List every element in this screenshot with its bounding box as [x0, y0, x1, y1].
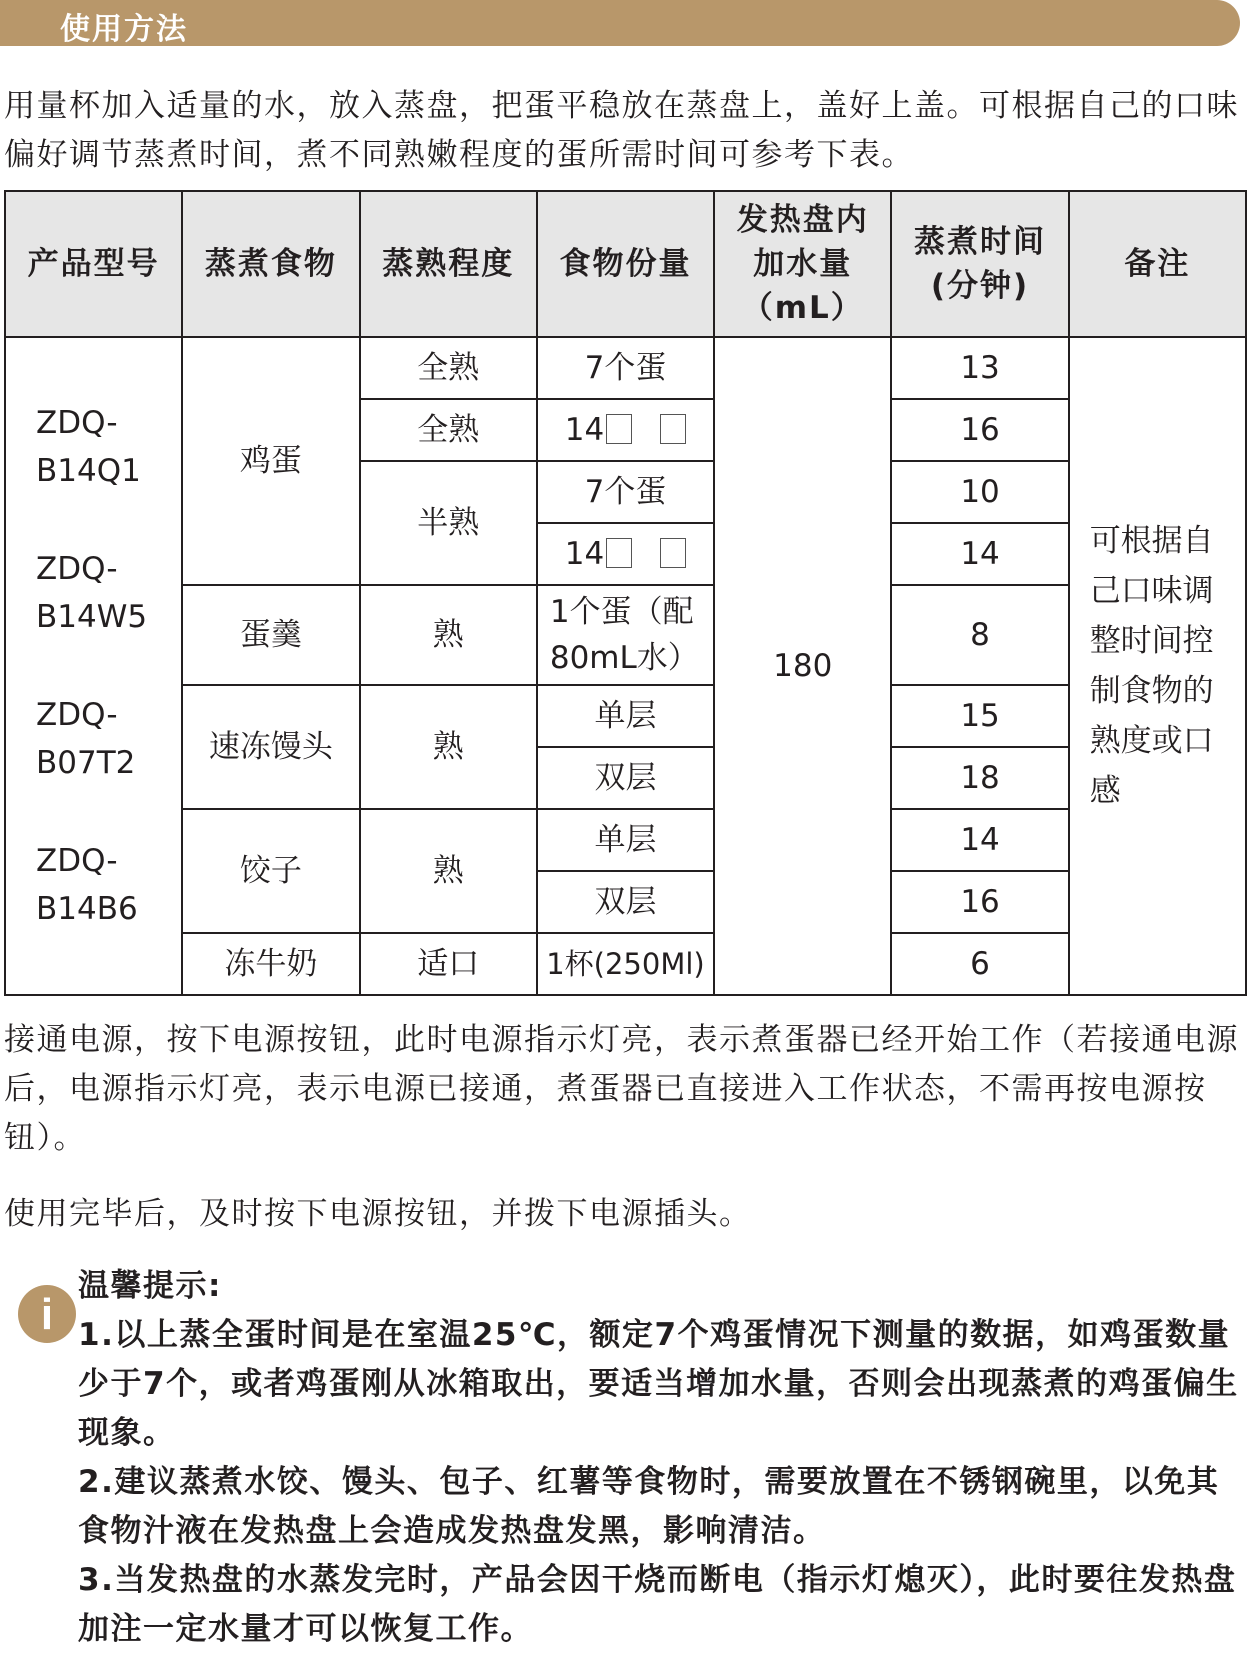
portion-double: 双层	[537, 747, 714, 809]
portion-fourteen: 14	[537, 523, 714, 585]
table-row	[5, 685, 1246, 747]
doneness-warm: 适口	[360, 933, 537, 995]
header-portion: 食物份量	[537, 191, 714, 337]
section-header	[0, 0, 1240, 46]
portion-milk: 1杯(250Ml)	[537, 933, 714, 995]
tip-item: 3.当发热盘的水蒸发完时，产品会因干烧而断电（指示灯熄灭），此时要往发热盘加注一定水量才可以恢复工作。	[78, 1562, 1237, 1647]
doneness-cooked: 熟	[360, 685, 537, 809]
food-dumpling: 饺子	[182, 809, 359, 933]
missing-glyph-box	[606, 414, 632, 444]
table-row	[5, 809, 1246, 871]
doneness-full: 全熟	[360, 399, 537, 461]
time-value: 6	[891, 933, 1068, 995]
model-list	[5, 337, 182, 995]
portion-double: 双层	[537, 871, 714, 933]
intro-paragraph: 用量杯加入适量的水，放入蒸盘，把蛋平稳放在蒸盘上，盖好上盖。可根据自己的口味偏好调节蒸煮时间，煮不同熟嫩程度的蛋所需时间可参考下表。	[4, 88, 1239, 173]
food-milk: 冻牛奶	[182, 933, 359, 995]
header-time: 蒸煮时间 (分钟)	[891, 191, 1068, 337]
portion-custard: 1个蛋（配80mL水）	[537, 585, 714, 685]
table-row	[5, 337, 1246, 399]
steaming-time-table	[4, 190, 1247, 996]
doneness-cooked: 熟	[360, 809, 537, 933]
header-note: 备注	[1069, 191, 1246, 337]
time-value: 16	[891, 871, 1068, 933]
portion-single: 单层	[537, 685, 714, 747]
model-zdq-b07t2: ZDQ- B07T2	[36, 697, 136, 781]
tip-item: 1.以上蒸全蛋时间是在室温25℃，额定7个鸡蛋情况下测量的数据，如鸡蛋数量少于7个，或者鸡蛋刚从冰箱取出，要适当增加水量，否则会出现蒸煮的鸡蛋偏生现象。	[78, 1317, 1239, 1451]
time-value: 16	[891, 399, 1068, 461]
time-value: 14	[891, 809, 1068, 871]
tips-block	[78, 1262, 1248, 1654]
model-zdq-b14w5: ZDQ- B14W5	[36, 551, 148, 635]
missing-glyph-box	[660, 414, 686, 444]
time-value: 8	[891, 585, 1068, 685]
missing-glyph-box	[660, 538, 686, 568]
model-zdq-b14b6: ZDQ- B14B6	[36, 843, 138, 927]
food-bun: 速冻馒头	[182, 685, 359, 809]
info-icon: i	[18, 1285, 76, 1343]
note-text: 可根据自己口味调整时间控制食物的熟度或口感	[1069, 337, 1246, 995]
header-doneness: 蒸熟程度	[360, 191, 537, 337]
power-paragraph: 接通电源，按下电源按钮，此时电源指示灯亮，表示煮蛋器已经开始工作（若接通电源后，电源指示灯亮，表示电源已接通，煮蛋器已直接进入工作状态，不需再按电源按钮）。	[4, 1022, 1239, 1156]
time-value: 15	[891, 685, 1068, 747]
time-value: 13	[891, 337, 1068, 399]
time-value: 14	[891, 523, 1068, 585]
header-water: 发热盘内 加水量 （mL）	[714, 191, 891, 337]
portion-fourteen: 14	[537, 399, 714, 461]
missing-glyph-box	[606, 538, 632, 568]
tips-title: 温馨提示:	[78, 1268, 222, 1304]
food-egg: 鸡蛋	[182, 337, 359, 585]
section-title: 使用方法	[60, 12, 188, 47]
food-custard: 蛋羹	[182, 585, 359, 685]
portion-seven-eggs: 7个蛋	[537, 337, 714, 399]
finish-paragraph: 使用完毕后，及时按下电源按钮，并拨下电源插头。	[4, 1196, 752, 1232]
tip-item: 2.建议蒸煮水饺、馒头、包子、红薯等食物时，需要放置在不锈钢碗里，以免其食物汁液在发热盘上会造成发热盘发黑，影响清洁。	[78, 1464, 1220, 1549]
portion-seven-eggs: 7个蛋	[537, 461, 714, 523]
table-row	[5, 933, 1246, 995]
water-amount: 180	[714, 337, 891, 995]
header-model: 产品型号	[5, 191, 182, 337]
table-row	[5, 585, 1246, 685]
doneness-cooked: 熟	[360, 585, 537, 685]
table-header-row	[5, 191, 1246, 337]
time-value: 10	[891, 461, 1068, 523]
doneness-full: 全熟	[360, 337, 537, 399]
model-zdq-b14q1: ZDQ- B14Q1	[36, 405, 141, 489]
portion-single: 单层	[537, 809, 714, 871]
header-food: 蒸煮食物	[182, 191, 359, 337]
time-value: 18	[891, 747, 1068, 809]
doneness-half: 半熟	[360, 461, 537, 585]
